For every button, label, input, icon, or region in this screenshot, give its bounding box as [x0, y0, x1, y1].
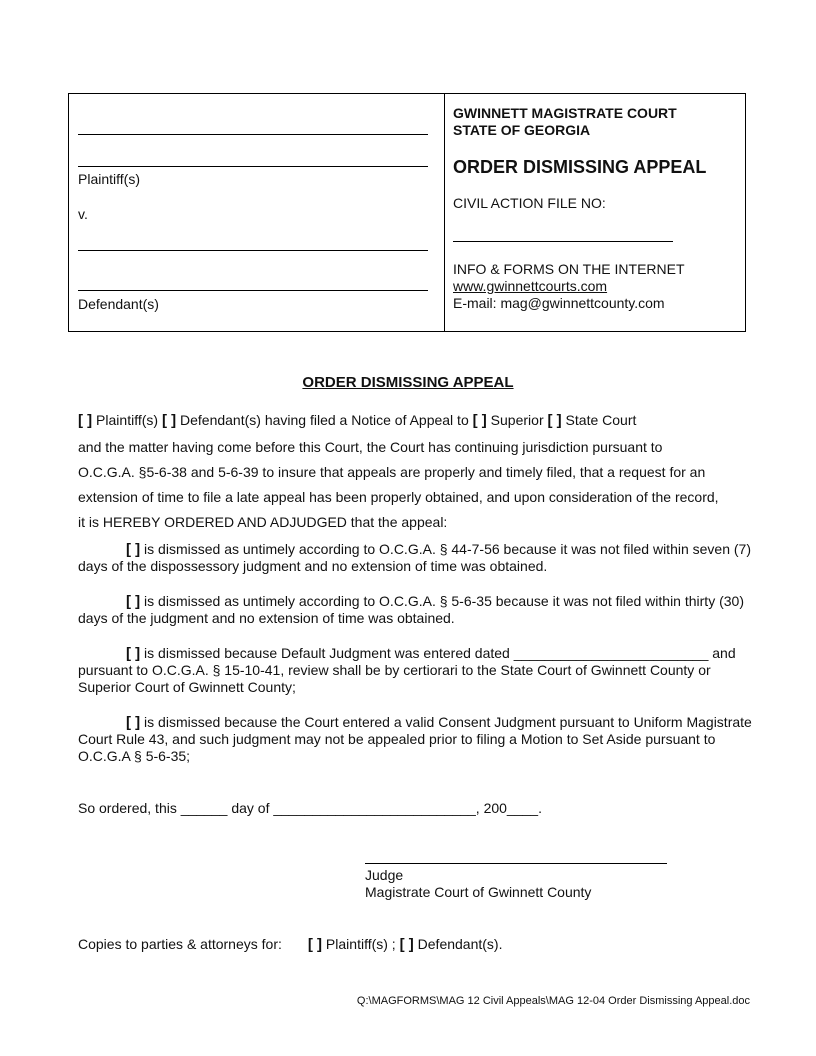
option4-checkbox[interactable]: [ ]	[126, 714, 141, 731]
option-default-judgment	[78, 645, 758, 696]
order-text-line-4: extension of time to file a late appeal has been properly obtained, and upon consideration of the record,	[78, 489, 719, 505]
defendant-appeal-checkbox[interactable]: [ ]	[161, 412, 177, 429]
option1-text: is dismissed as untimely according to O.C.G.A. § 44-7-56 because it was not filed within seven (7) days of the dispossessory judgment and no extension of time was obtained.	[78, 541, 752, 574]
superior-court-checkbox[interactable]: [ ]	[472, 412, 487, 429]
option-untimely-judgment	[78, 593, 758, 627]
intro-plaintiff-text: Plaintiff(s)	[92, 412, 162, 428]
file-path-footer: Q:\MAGFORMS\MAG 12 Civil Appeals\MAG 12-04 Order Dismissing Appeal.doc	[356, 995, 750, 1007]
intro-superior-text: Superior	[486, 412, 548, 428]
email-contact: E-mail: mag@gwinnettcounty.com	[453, 295, 665, 311]
defendant-line-2[interactable]	[78, 290, 428, 291]
intro-defendant-text: Defendant(s) having filed a Notice of Appeal to	[176, 412, 473, 428]
judge-label: Judge	[365, 867, 404, 883]
order-text-line-5: it is HEREBY ORDERED AND ADJUDGED that the appeal:	[78, 514, 448, 530]
defendant-line-1[interactable]	[78, 250, 428, 251]
civil-action-number-line[interactable]	[453, 241, 673, 242]
civil-action-label: CIVIL ACTION FILE NO:	[453, 195, 606, 211]
option3-checkbox[interactable]: [ ]	[126, 645, 141, 662]
copies-defendant-text: Defendant(s).	[413, 936, 503, 952]
intro-line	[78, 413, 636, 428]
option-consent-judgment	[78, 714, 758, 765]
so-ordered-line[interactable]: So ordered, this ______ day of __________________________, 200____.	[78, 800, 542, 816]
plaintiff-line-1[interactable]	[78, 134, 428, 135]
versus-label: v.	[78, 206, 88, 222]
defendant-label: Defendant(s)	[78, 296, 159, 312]
order-text-line-3: O.C.G.A. §5-6-38 and 5-6-39 to insure that appeals are properly and timely filed, that a request for an	[78, 464, 706, 480]
option-untimely-dispossessory	[78, 541, 758, 575]
copies-defendant-checkbox[interactable]: [ ]	[399, 936, 414, 953]
caption-divider	[444, 94, 445, 331]
court-name: GWINNETT MAGISTRATE COURT	[453, 105, 677, 121]
copies-label: Copies to parties & attorneys for:	[78, 936, 282, 952]
option4-text: is dismissed because the Court entered a valid Consent Judgment pursuant to Uniform Magistrate Court Rule 43, and such judgment may not be appealed prior to filing a Motion to Set Aside pursuant to O.C.G.A § 5-6-35;	[78, 714, 752, 764]
case-caption-box	[68, 93, 746, 332]
state-court-checkbox[interactable]: [ ]	[547, 412, 562, 429]
option1-checkbox[interactable]: [ ]	[126, 541, 141, 558]
form-title: ORDER DISMISSING APPEAL	[453, 157, 707, 177]
option2-text: is dismissed as untimely according to O.C.G.A. § 5-6-35 because it was not filed within thirty (30) days of the judgment and no extension of time was obtained.	[78, 593, 744, 626]
plaintiff-appeal-checkbox[interactable]: [ ]	[78, 412, 93, 429]
intro-state-text: State Court	[561, 412, 637, 428]
copies-plaintiff-text: Plaintiff(s) ;	[322, 936, 400, 952]
copies-plaintiff-checkbox[interactable]: [ ]	[307, 936, 323, 953]
option2-checkbox[interactable]: [ ]	[126, 593, 141, 610]
website-link[interactable]: www.gwinnettcourts.com	[453, 278, 608, 294]
court-state: STATE OF GEORGIA	[453, 122, 591, 138]
info-label: INFO & FORMS ON THE INTERNET	[453, 261, 685, 277]
order-heading: ORDER DISMISSING APPEAL	[302, 374, 514, 391]
court-signature-label: Magistrate Court of Gwinnett County	[365, 884, 592, 900]
copies-line	[78, 937, 502, 952]
plaintiff-line-2[interactable]	[78, 166, 428, 167]
option3-text: is dismissed because Default Judgment was entered dated _________________________ and pursuant to O.C.G.A. § 15-10-41, review shall be by certiorari to the State Court of Gwinnett County or Superior Court of Gwinnett County;	[78, 645, 736, 695]
plaintiff-label: Plaintiff(s)	[78, 171, 140, 187]
judge-signature-line[interactable]	[365, 863, 667, 864]
order-text-line-2: and the matter having come before this Court, the Court has continuing jurisdiction pursuant to	[78, 439, 663, 455]
